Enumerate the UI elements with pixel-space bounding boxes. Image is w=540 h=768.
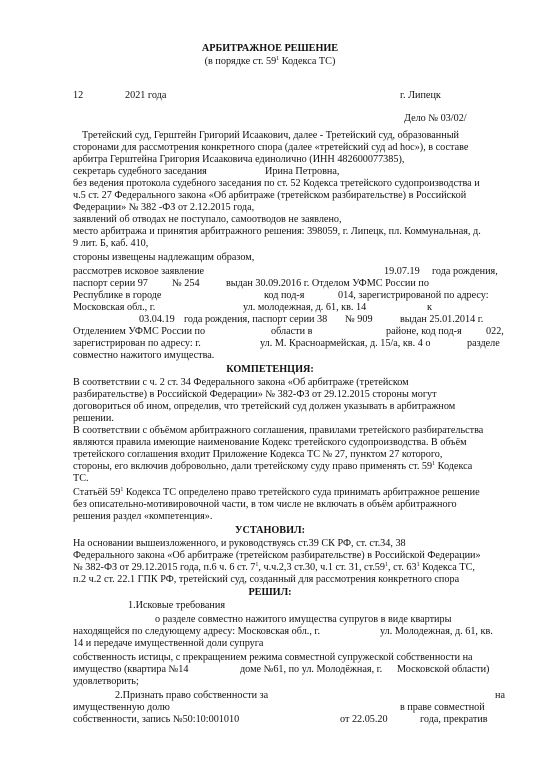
case-text: ул. молодежная, д. 61, кв. 14 (243, 302, 367, 313)
intro-line: 9 лит. Б, каб. 410, (73, 238, 149, 249)
resolved-line: собственность истицы, с прекращением режима совместной супружеской собственности на (73, 652, 473, 663)
intro-line: стороны извещены надлежащим образом, (73, 252, 255, 263)
case-text: Московская обл., г. (73, 302, 156, 313)
resolved-line: доме №61, по ул. Молодёжная, г. (240, 664, 383, 675)
decision-city: г. Липецк (400, 90, 441, 101)
case-text: паспорт серии 97 (73, 278, 148, 289)
intro-line: заявлений об отводах не поступало, самоотводов не заявлено, (73, 214, 342, 225)
competence-line: решении. (73, 413, 114, 424)
article-superscript: 1 (432, 461, 436, 467)
decision-date-year: 2021 года (125, 90, 167, 101)
document-title: АРБИТРАЖНОЕ РЕШЕНИЕ (201, 43, 339, 54)
case-text: выдан 30.09.2016 г. Отделом УФМС России по (226, 278, 429, 289)
case-text: № 254 (172, 278, 200, 289)
resolved-line: 1.Исковые требования (128, 600, 226, 611)
case-text: рассмотрев исковое заявление (73, 266, 205, 277)
resolved-heading: РЕШИЛ: (248, 587, 292, 598)
case-text: выдан 25.01.2014 г. (400, 314, 484, 325)
article-superscript: 1 (416, 562, 420, 568)
competence-line: решения раздел «компетенция». (73, 511, 213, 522)
case-number: Дело № 03/02/ (404, 113, 467, 124)
competence-line: ТС. (73, 473, 89, 484)
case-text: совместно нажитого имущества. (73, 350, 215, 361)
intro-line: арбитра Герштейна Григория Исааковича единолично (ИНН 482600077385), (73, 154, 405, 165)
competence-line: разбирательстве) в Российской Федерации» № 382-ФЗ от 29.12.2015 стороны могут (73, 389, 437, 400)
case-text: 03.04.19 (139, 314, 175, 325)
competence-line (73, 487, 480, 499)
resolved-line: собственности, запись №50:10:001010 (73, 714, 240, 725)
established-text: № 382-ФЗ от 29.12.2015 года, п.6 ч. 6 ст. 7 (73, 562, 256, 573)
resolved-line: в праве совместной (400, 702, 485, 713)
competence-line: являются правила имеющие наименование Кодекс третейского судопроизводства. В объём (73, 437, 467, 448)
case-text: года рождения, (432, 266, 498, 277)
subtitle-text-end: Кодекса ТС) (279, 56, 336, 67)
intro-line: место арбитража и принятия арбитражного решения: 398059, г. Липецк, пл. Коммунальная, д. (73, 226, 481, 237)
article-superscript: 1 (255, 562, 259, 568)
resolved-line: находящейся по следующему адресу: Московская обл., г. (73, 626, 320, 637)
intro-line: без ведения протокола судебного заседания по ст. 52 Кодекса третейского судопроизводства и (73, 178, 480, 189)
subtitle-text: (в порядке ст. 59 (204, 56, 277, 67)
competence-line: договориться об ином, определив, что третейский суд должен указывать в арбитражном (73, 401, 456, 412)
competence-text: Кодекса (435, 461, 473, 472)
established-line: На основании вышеизложенного, и руководствуясь ст.39 СК РФ, ст. ст.34, 38 (73, 538, 406, 549)
intro-line: секретарь судебного заседания (73, 166, 207, 177)
competence-line: В соответствии с объёмом арбитражного соглашения, правилами третейского разбирательства (73, 425, 484, 436)
established-heading: УСТАНОВИЛ: (234, 525, 306, 536)
resolved-line: имущество (квартира №14 (73, 664, 189, 675)
case-text: № 909 (345, 314, 373, 325)
intro-line: Федерации» № 382 -ФЗ от 2.12.2015 года, (73, 202, 255, 213)
resolved-line: Московской области) (397, 664, 490, 675)
case-text: 014, зарегистрированой по адресу: (338, 290, 489, 301)
case-text: 19.07.19 (384, 266, 420, 277)
case-text: года рождения, паспорт серии 38 (184, 314, 328, 325)
established-text: Кодекса ТС, (419, 562, 475, 573)
resolved-line: года, прекратив (420, 714, 488, 725)
case-text: зарегистрирован по адресу: г. (73, 338, 201, 349)
case-text: Отделением УФМС России по (73, 326, 206, 337)
subtitle-superscript: 1 (276, 56, 280, 62)
resolved-line: 2.Признать право собственности за (115, 690, 269, 701)
decision-date-day: 12 (73, 90, 84, 101)
resolved-line: ул. Молодежная, д. 61, кв. (380, 626, 493, 637)
resolved-line: 14 и передаче имущественной доли супруга (73, 638, 264, 649)
case-text: районе, код под-я (386, 326, 462, 337)
competence-line: В соответствии с ч. 2 ст. 34 Федерального закона «Об арбитраже (третейском (73, 377, 409, 388)
competence-text: Статьёй 59 (73, 487, 121, 498)
case-text: код под-я (264, 290, 305, 301)
case-text: Республике в городе (73, 290, 162, 301)
competence-line: без описательно-мотивировочной части, в том числе не включать в объём арбитражного (73, 499, 457, 510)
document-subtitle (0, 56, 540, 68)
case-text: ул. М. Красноармейская, д. 15/а, кв. 4 о (260, 338, 431, 349)
article-superscript: 1 (385, 562, 388, 568)
established-text: , ст. 63 (388, 562, 417, 573)
resolved-line: удовлетворить; (73, 676, 139, 687)
case-text: 022, (486, 326, 504, 337)
intro-line: ч.5 ст. 27 Федерального закона «Об арбитраже (третейском разбирательстве) в Российской (73, 190, 467, 201)
established-line: Федерального закона «Об арбитраже (третейском разбирательстве) в Российской Федерации» (73, 550, 481, 561)
case-text: к (427, 302, 432, 313)
case-text: области в (271, 326, 313, 337)
competence-text: Кодекса ТС определено право третейского суда принимать арбитражное решение (123, 487, 480, 498)
competence-heading: КОМПЕТЕНЦИЯ: (226, 364, 314, 375)
article-superscript: 1 (120, 487, 124, 493)
competence-line: третейского соглашения входит Приложение Кодекса ТС № 27, пунктом 27 которого, (73, 449, 443, 460)
intro-line: сторонами для рассмотрения конкретного спора (далее «третейский суд ad hoc»), в составе (73, 142, 469, 153)
competence-text: стороны, его включив добровольно, дали третейскому суду право применять ст. 59 (73, 461, 433, 472)
case-text: разделе (467, 338, 500, 349)
established-line: п.2 ч.2 ст. 22.1 ГПК РФ, третейский суд, созданный для рассмотрения конкретного спора (73, 574, 460, 585)
established-text: , ч.ч.2,3 ст.30, ч.1 ст. 31, ст.59 (258, 562, 385, 573)
established-line (73, 562, 475, 574)
resolved-line: на (495, 690, 505, 701)
resolved-line: о разделе совместно нажитого имущества супругов в виде квартиры (155, 614, 452, 625)
competence-line (73, 461, 472, 473)
intro-line: Ирина Петровна, (265, 166, 340, 177)
intro-line: Третейский суд, Герштейн Григорий Исаакович, далее - Третейский суд, образованный (82, 130, 459, 141)
resolved-line: имущественную долю (73, 702, 170, 713)
resolved-line: от 22.05.20 (340, 714, 388, 725)
